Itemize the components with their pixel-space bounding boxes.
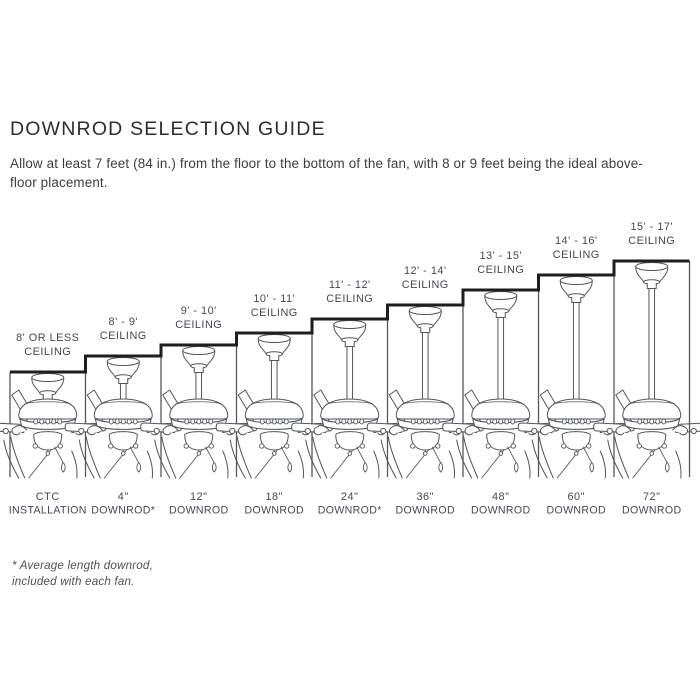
fan-sweep-line xyxy=(406,447,431,479)
fan-cup-detail xyxy=(436,444,440,448)
fan-vent xyxy=(638,419,642,424)
rod-size-label: 48" xyxy=(492,491,510,503)
fan-canopy-neck xyxy=(270,356,279,361)
fan-cup-detail xyxy=(662,444,666,448)
ceiling-range-label: 8' - 9' xyxy=(108,316,138,328)
fan-sweep-curve xyxy=(155,440,170,478)
ceiling-range-label: 11' - 12' xyxy=(328,279,371,291)
ceiling-word-label: CEILING xyxy=(552,249,600,261)
fan-chain-fob xyxy=(363,463,367,473)
ceiling-range-label: 9' - 10' xyxy=(180,305,217,317)
fan-chain-fob xyxy=(212,463,216,473)
fan-cup-detail xyxy=(637,444,641,448)
fan-cup-detail xyxy=(260,444,264,448)
fan-vent xyxy=(435,419,439,424)
fan-vent xyxy=(487,419,491,424)
fan-sweep-curve xyxy=(676,451,681,478)
fan-canopy-cap xyxy=(32,374,64,382)
fan-vent xyxy=(278,419,282,424)
fan-canopy-cap xyxy=(636,263,668,271)
fan-chain-fob xyxy=(61,463,65,473)
fan-sweep-curve xyxy=(457,440,472,478)
fan-canopy-neck xyxy=(647,284,656,289)
fan-sweep-curve xyxy=(230,440,245,478)
fan-sweep-curve xyxy=(464,437,478,478)
fan-cup-detail xyxy=(587,444,591,448)
rod-size-label: 72" xyxy=(643,491,661,503)
fan-vent xyxy=(423,419,427,424)
fan-chain-fob xyxy=(137,463,141,473)
fan-pull-chain xyxy=(432,447,441,463)
fan-downrod xyxy=(196,373,202,403)
fan-finial xyxy=(499,452,503,456)
fan-vent xyxy=(511,419,515,424)
fan-cup-detail xyxy=(511,444,515,448)
fan-chain-fob xyxy=(590,463,594,473)
fan-vent xyxy=(662,419,666,424)
fan-pull-chain xyxy=(206,447,215,463)
rod-size-label: 4" xyxy=(117,491,129,503)
fan-cup-detail xyxy=(285,444,289,448)
fan-vent xyxy=(493,419,497,424)
fan-sweep-curve xyxy=(532,440,547,478)
ceiling-range-label: 10' - 11' xyxy=(253,293,296,305)
fan-finial xyxy=(650,452,654,456)
fan-finial xyxy=(574,452,578,456)
fan-cup-detail xyxy=(134,444,138,448)
fan-sweep-line xyxy=(331,447,356,479)
fan-cup-detail xyxy=(58,444,62,448)
rod-size-label: CTC xyxy=(35,491,60,503)
fan-switch-cup xyxy=(260,435,288,450)
fan-vent xyxy=(568,419,572,424)
fan-vent xyxy=(411,419,415,424)
fan-finial xyxy=(348,452,352,456)
fan-switch-cup xyxy=(34,435,62,450)
ceiling-word-label: CEILING xyxy=(24,346,72,358)
page-description: Allow at least 7 feet (84 in.) from the floor to the bottom of the fan, with 8 or 9 feet being the ideal above-floor placement. xyxy=(10,156,643,190)
fan-vent xyxy=(203,419,207,424)
ceiling-range-label: 8' OR LESS xyxy=(16,332,80,344)
ceiling-range-label: 14' - 16' xyxy=(554,235,598,247)
fan-vent xyxy=(133,419,137,424)
fan-sweep-curve xyxy=(298,451,303,478)
fan-pull-chain xyxy=(508,447,517,463)
fan-sweep-curve xyxy=(79,440,94,478)
rod-type-label: INSTALLATION xyxy=(8,504,87,517)
fan-sweep-curve xyxy=(388,437,402,478)
fan-canopy-neck xyxy=(345,342,354,347)
rod-size-label: 18" xyxy=(265,491,283,503)
fan-switch-cup xyxy=(411,435,439,450)
fan-sweep-curve xyxy=(162,437,176,478)
rod-type-label: DOWNROD* xyxy=(91,504,156,517)
fan-pull-chain xyxy=(357,447,366,463)
fan-switch-cup xyxy=(487,435,515,450)
fan-sweep-curve xyxy=(147,451,152,478)
fan-canopy-cap xyxy=(183,347,215,355)
fan-vent xyxy=(209,419,213,424)
fan-blade-iron xyxy=(456,428,461,433)
fan-sweep-curve xyxy=(72,451,77,478)
fan-vent xyxy=(342,419,346,424)
rod-type-label: DOWNROD xyxy=(168,504,229,517)
rod-size-label: 36" xyxy=(416,491,434,503)
fan-sweep-line xyxy=(633,447,658,479)
fan-sweep-curve xyxy=(4,440,19,478)
rod-type-label: DOWNROD xyxy=(395,504,456,517)
fan-canopy-cap xyxy=(560,277,592,285)
rod-type-label: DOWNROD xyxy=(244,504,305,517)
rod-type-label: DOWNROD xyxy=(470,504,531,517)
fan-chain-fob xyxy=(288,463,292,473)
fan-blade-iron xyxy=(3,428,8,433)
rod-size-label: 24" xyxy=(341,491,359,503)
fan-sweep-curve xyxy=(306,440,321,478)
fan-sweep-line xyxy=(557,447,582,479)
fan-vent xyxy=(580,419,584,424)
fan-sweep-line xyxy=(29,447,54,479)
fan-blade-iron xyxy=(154,428,159,433)
fan-vent xyxy=(34,419,38,424)
fan-cup-detail xyxy=(562,444,566,448)
fan-sweep-line xyxy=(482,447,507,479)
fan-vent xyxy=(650,419,654,424)
fan-vent xyxy=(121,419,125,424)
fan-sweep-curve xyxy=(381,440,396,478)
fan-canopy-neck xyxy=(194,368,203,373)
fan-vent xyxy=(58,419,62,424)
fan-chain-fob xyxy=(665,463,669,473)
fan-sweep-curve xyxy=(449,451,454,478)
fan-blade-iron xyxy=(691,428,696,433)
ceiling-word-label: CEILING xyxy=(99,330,147,342)
fan-canopy-neck xyxy=(572,298,581,303)
fan-canopy-cap xyxy=(258,335,290,343)
fan-sweep-curve xyxy=(86,437,100,478)
fan-canopy-cap xyxy=(409,307,441,315)
fan-finial xyxy=(46,452,50,456)
fan-downrod xyxy=(422,333,428,403)
fan-sweep-curve xyxy=(223,451,228,478)
fan-canopy-cap xyxy=(334,321,366,329)
fan-cup-detail xyxy=(335,444,339,448)
fan-downrod xyxy=(347,347,353,403)
ceiling-range-label: 15' - 17' xyxy=(630,221,674,233)
fan-sweep-line xyxy=(255,447,280,479)
fan-blade-iron xyxy=(230,428,235,433)
fan-sweep-curve xyxy=(11,437,25,478)
fan-vent xyxy=(127,419,131,424)
fan-vent xyxy=(266,419,270,424)
fan-blade-iron xyxy=(532,428,537,433)
fan-vent xyxy=(272,419,276,424)
fan-vent xyxy=(644,419,648,424)
fan-vent xyxy=(46,419,50,424)
fan-cup-detail xyxy=(209,444,213,448)
fan-vent xyxy=(197,419,201,424)
fan-blade-iron xyxy=(607,428,612,433)
page-title: DOWNROD SELECTION GUIDE xyxy=(10,118,326,140)
fan-finial xyxy=(121,452,125,456)
fan-vent xyxy=(562,419,566,424)
fan-vent xyxy=(360,419,364,424)
fan-pull-chain xyxy=(130,447,139,463)
fan-pull-chain xyxy=(659,447,668,463)
fan-vent xyxy=(354,419,358,424)
rod-size-label: 12" xyxy=(190,491,208,503)
fan-blade-iron xyxy=(79,428,84,433)
fan-sweep-line xyxy=(180,447,205,479)
ceiling-word-label: CEILING xyxy=(477,264,525,276)
ceiling-range-label: 12' - 14' xyxy=(403,265,447,277)
fan-sweep-curve xyxy=(374,451,379,478)
fan-vent xyxy=(348,419,352,424)
fan-sweep-curve xyxy=(615,437,629,478)
fan-vent xyxy=(191,419,195,424)
fan-sweep-curve xyxy=(525,451,530,478)
fan-vent xyxy=(109,419,113,424)
fan-switch-cup xyxy=(109,435,137,450)
ceiling-word-label: CEILING xyxy=(250,307,298,319)
fan-sweep-curve xyxy=(539,437,553,478)
fan-chain-fob xyxy=(514,463,518,473)
footnote-line-2: included with each fan. xyxy=(12,574,135,588)
fan-switch-cup xyxy=(638,435,666,450)
fan-blade-iron xyxy=(305,428,310,433)
ceiling-word-label: CEILING xyxy=(401,279,449,291)
fan-downrod xyxy=(649,289,655,403)
fan-vent xyxy=(417,419,421,424)
fan-blade-iron xyxy=(381,428,386,433)
fan-canopy-cap xyxy=(485,292,517,300)
fan-vent xyxy=(429,419,433,424)
ceiling-range-label: 13' - 15' xyxy=(479,250,523,262)
fan-finial xyxy=(272,452,276,456)
fan-cup-detail xyxy=(109,444,113,448)
fan-pull-chain xyxy=(583,447,592,463)
fan-chain-fob xyxy=(439,463,443,473)
fan-pull-chain xyxy=(55,447,64,463)
fan-switch-cup xyxy=(185,435,213,450)
fan-sweep-line xyxy=(104,447,129,479)
fan-cup-detail xyxy=(411,444,415,448)
fan-canopy-neck xyxy=(421,328,430,333)
fan-cup-detail xyxy=(486,444,490,448)
fan-cup-detail xyxy=(360,444,364,448)
fan-sweep-curve xyxy=(600,451,605,478)
fan-vent xyxy=(185,419,189,424)
fan-downrod xyxy=(498,318,504,403)
fan-vent xyxy=(574,419,578,424)
fan-vent xyxy=(505,419,509,424)
fan-switch-cup xyxy=(562,435,590,450)
fan-vent xyxy=(586,419,590,424)
fan-vent xyxy=(656,419,660,424)
fan-canopy-cap xyxy=(107,358,139,366)
rod-size-label: 60" xyxy=(567,491,585,503)
footnote-line-1: * Average length downrod, xyxy=(12,559,153,572)
fan-downrod xyxy=(271,361,277,403)
fan-sweep-curve xyxy=(608,440,623,478)
fan-vent xyxy=(336,419,340,424)
fan-vent xyxy=(499,419,503,424)
rod-type-label: DOWNROD xyxy=(546,504,607,517)
fan-finial xyxy=(197,452,201,456)
fan-switch-cup xyxy=(336,435,364,450)
rod-type-label: DOWNROD* xyxy=(317,504,382,517)
ceiling-word-label: CEILING xyxy=(326,293,374,305)
fan-sweep-curve xyxy=(237,437,251,478)
fan-sweep-curve xyxy=(313,437,327,478)
fan-cup-detail xyxy=(184,444,188,448)
fan-vent xyxy=(115,419,119,424)
fan-cup-detail xyxy=(33,444,37,448)
ceiling-word-label: CEILING xyxy=(175,319,223,331)
fan-downrod xyxy=(573,303,579,403)
fan-finial xyxy=(423,452,427,456)
fan-canopy-neck xyxy=(496,313,505,318)
fan-canopy-neck xyxy=(119,379,128,384)
fan-vent xyxy=(52,419,56,424)
fan-pull-chain xyxy=(281,447,290,463)
ceiling-word-label: CEILING xyxy=(628,235,676,247)
rod-type-label: DOWNROD xyxy=(621,504,682,517)
fan-vent xyxy=(260,419,264,424)
fan-vent xyxy=(40,419,44,424)
fan-vent xyxy=(284,419,288,424)
footnote xyxy=(12,558,153,589)
